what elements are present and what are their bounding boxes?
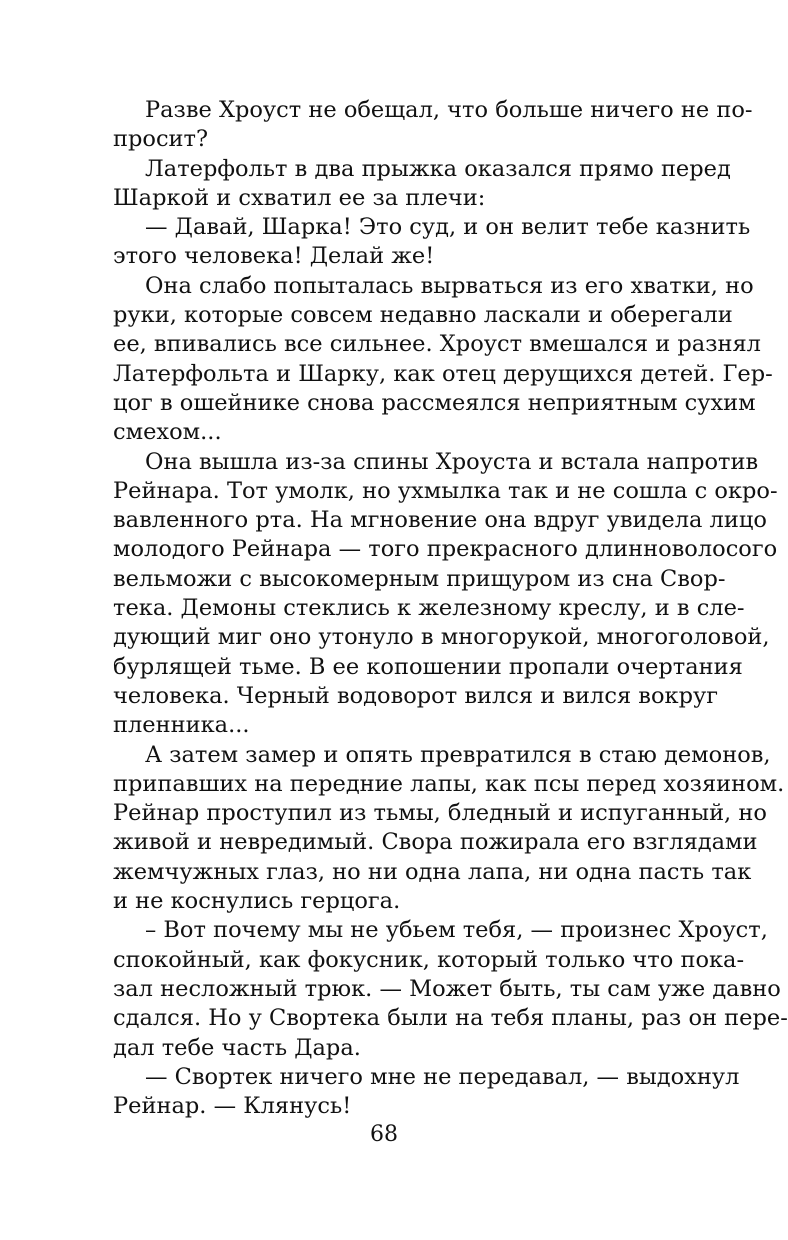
text-line: Она слабо попыталась вырваться из его хватки, но xyxy=(145,272,754,299)
text-line: припавших на передние лапы, как псы перед хозяином. xyxy=(113,770,785,797)
text-line: А затем замер и опять превратился в стаю демонов, xyxy=(145,741,771,768)
text-line: зал несложный трюк. — Может быть, ты сам уже давно xyxy=(113,975,781,1002)
text-line: — Свортек ничего мне не передавал, — выдохнул xyxy=(145,1063,740,1090)
text-line: Латерфольта и Шарку, как отец дерущихся детей. Гер- xyxy=(113,360,773,387)
text-line: живой и невредимый. Свора пожирала его взглядами xyxy=(113,829,758,856)
text-line: дал тебе часть Дара. xyxy=(113,1034,361,1061)
text-line: и не коснулись герцога. xyxy=(113,888,401,915)
text-line: – Вот почему мы не убьем тебя, — произнес Хроуст, xyxy=(145,917,768,944)
text-line: цог в ошейнике снова рассмеялся неприятным сухим xyxy=(113,389,756,416)
text-line: спокойный, как фокусник, который только что пока- xyxy=(113,946,745,973)
text-line: вельможи с высокомерным прищуром из сна Свор- xyxy=(113,565,726,592)
text-line: ее, впивались все сильнее. Хроуст вмешался и разнял xyxy=(113,331,761,358)
body-text xyxy=(113,96,788,1121)
text-line: жемчужных глаз, но ни одна лапа, ни одна пасть так xyxy=(113,858,752,885)
text-line: Разве Хроуст не обещал, что больше ничего не по- xyxy=(145,97,753,123)
text-line: смехом... xyxy=(113,419,222,446)
text-line: Рейнар. — Клянусь! xyxy=(113,1093,352,1120)
page-number: 68 xyxy=(370,1122,398,1147)
text-line: сдался. Но у Свортека были на тебя планы, раз он пере- xyxy=(113,1005,788,1032)
text-line: тека. Демоны стеклись к железному креслу, и в сле- xyxy=(113,595,745,622)
text-line: пленника... xyxy=(113,712,250,739)
text-line: Шаркой и схватил ее за плечи: xyxy=(113,184,486,211)
text-line: дующий миг оно утонуло в многорукой, многоголовой, xyxy=(113,624,770,651)
text-line: Латерфольт в два прыжка оказался прямо перед xyxy=(145,155,731,182)
text-line: вавленного рта. На мгновение она вдруг увидела лицо xyxy=(113,507,767,534)
text-line: Рейнара. Тот умолк, но ухмылка так и не сошла с окро- xyxy=(113,477,778,504)
text-line: этого человека! Делай же! xyxy=(113,243,435,270)
text-line: руки, которые совсем недавно ласкали и оберегали xyxy=(113,302,733,329)
text-line: Она вышла из-за спины Хроуста и встала напротив xyxy=(145,448,759,475)
text-line: молодого Рейнара — того прекрасного длинноволосого xyxy=(113,536,778,563)
text-line: Рейнар проступил из тьмы, бледный и испуганный, но xyxy=(113,800,767,827)
text-line: бурлящей тьме. В ее копошении пропали очертания xyxy=(113,653,743,680)
text-line: — Давай, Шарка! Это суд, и он велит тебе казнить xyxy=(145,214,751,241)
text-line: человека. Черный водоворот вился и вился вокруг xyxy=(113,682,718,709)
text-line: просит? xyxy=(113,126,209,153)
